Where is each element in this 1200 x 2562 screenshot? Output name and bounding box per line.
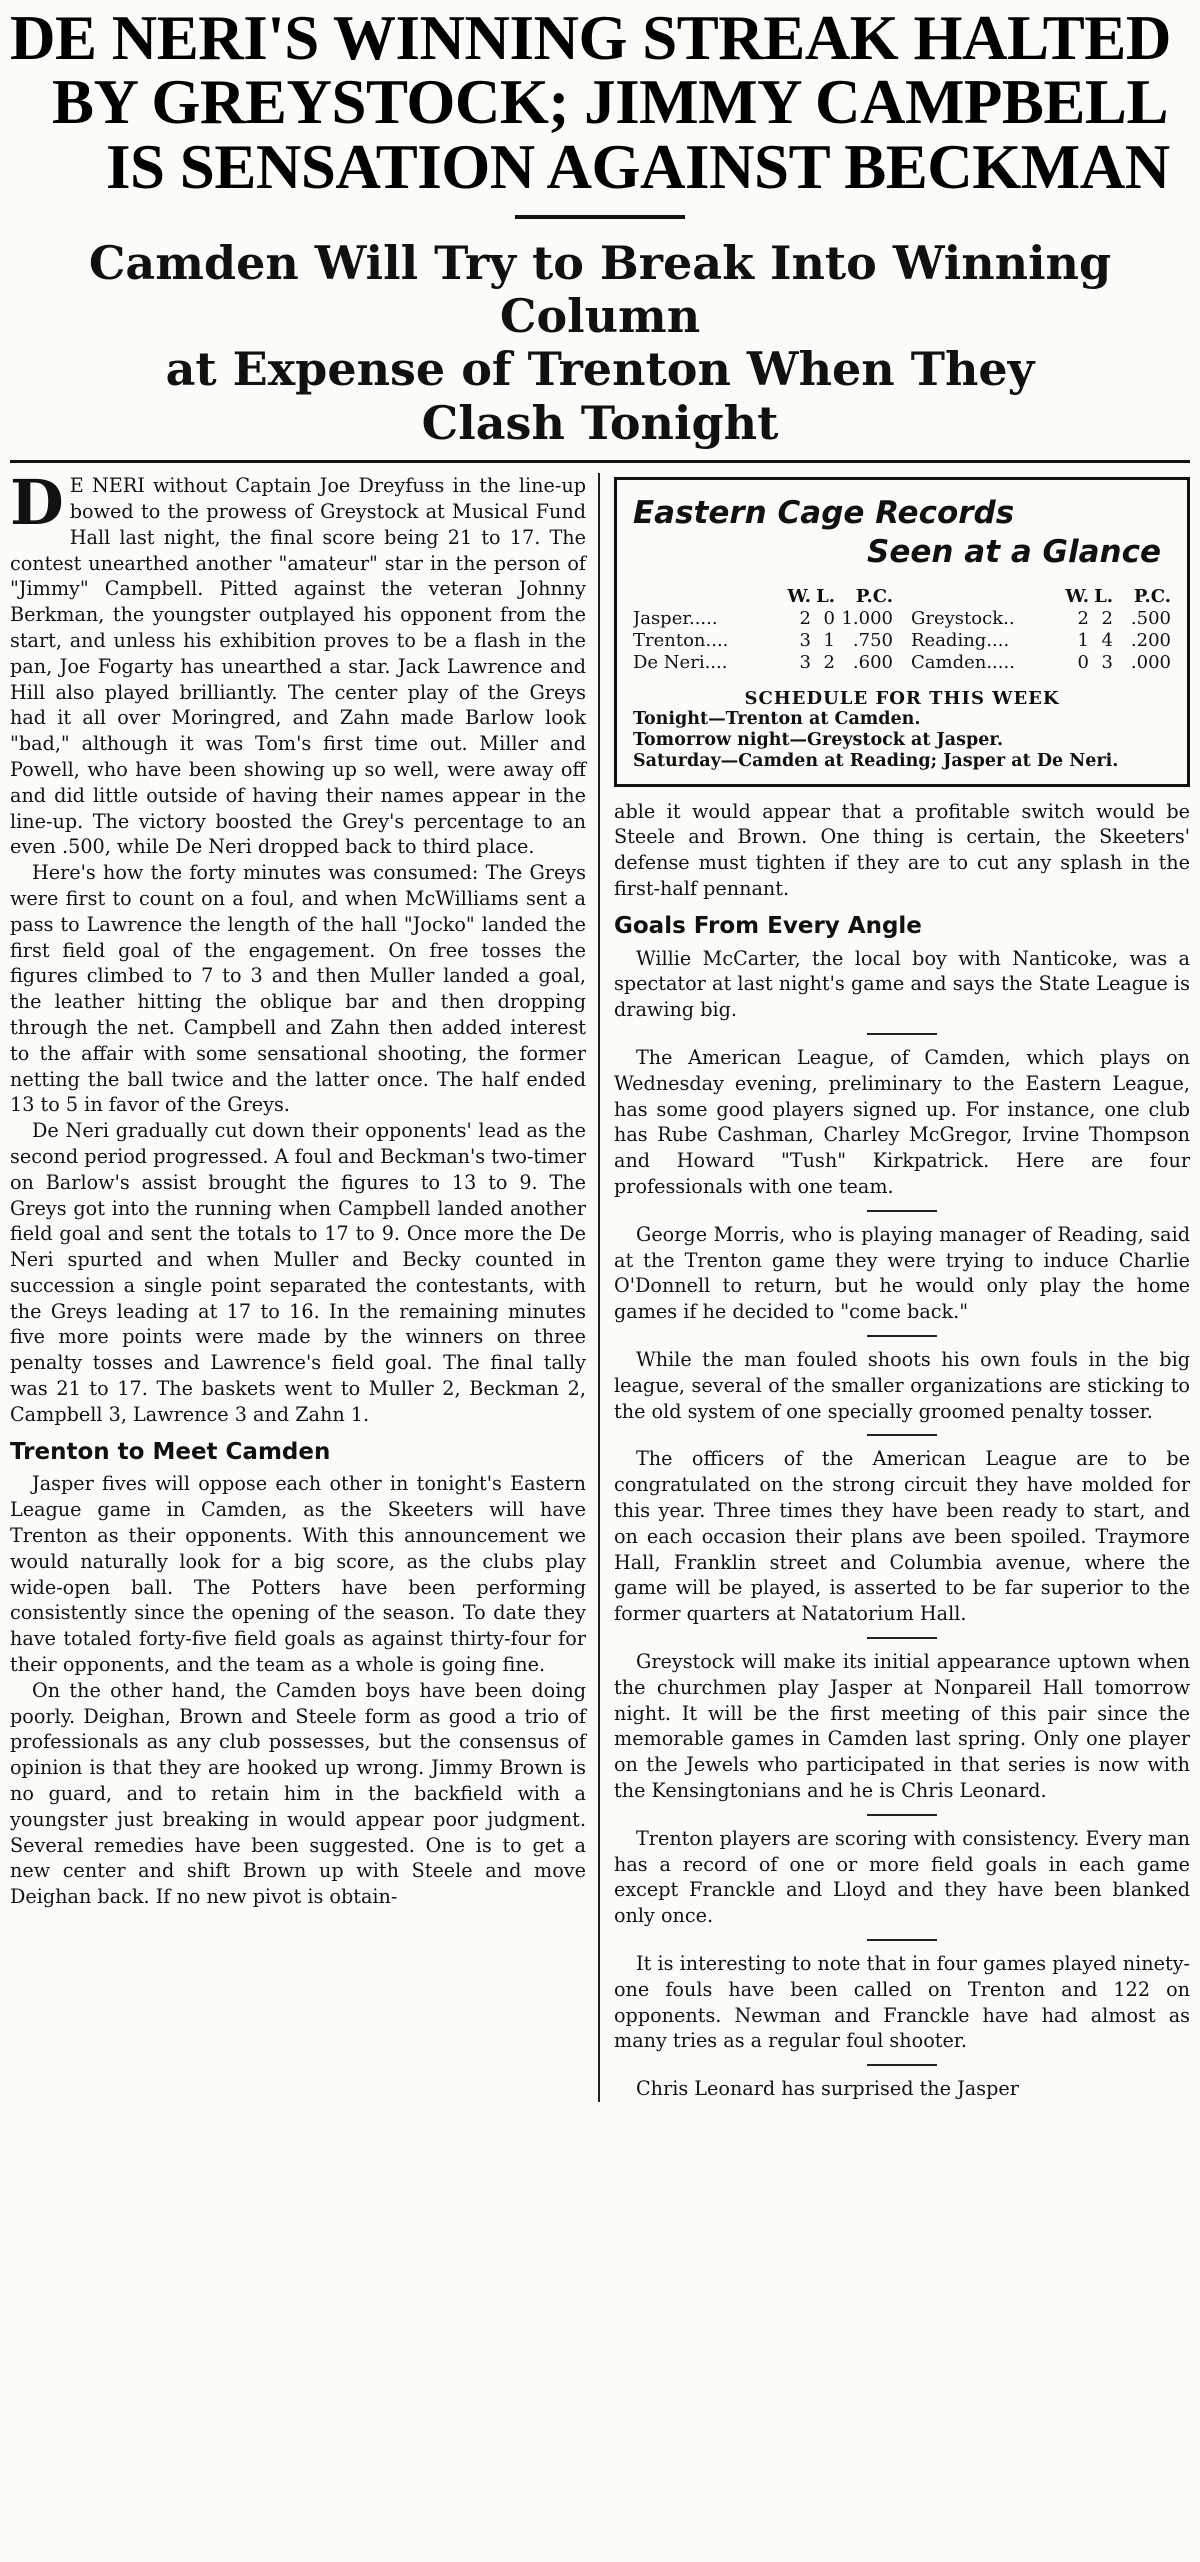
story-paragraph: De Neri gradually cut down their opponents' lead as the second period progressed. A foul and Beckman's two-timer on Barlow's assist brought the figures to 13 to 9. The Greys got into the running when Campbell landed another field goal and sent the totals to 17 to 9. Once more the De Neri spurted and when Muller and Becky counted in succession a single point separated the contestants, with the Greys leading at 17 to 16. In the remaining minutes five more points were made by the winners on three penalty tosses and Lawrence's field goal. The final tally was 21 to 17. The baskets went to Muller 2, Beckman 2, Campbell 3, Lawrence 3 and Zahn 1. <box>10 1119 586 1426</box>
team-name: Jasper..... <box>633 607 718 629</box>
main-story <box>10 466 586 1910</box>
losses: 4 <box>1101 629 1113 651</box>
headline-line-2: BY GREYSTOCK; JIMMY CAMPBELL <box>52 67 1168 138</box>
headline <box>10 3 1190 202</box>
deck-line-3: Clash Tonight <box>421 395 779 450</box>
wins: 2 <box>1077 607 1089 629</box>
standings-row <box>633 630 893 652</box>
story-paragraph-text: E NERI without Captain Joe Dreyfuss in the line-up bowed to the prowess of Greystock at Musical Fund Hall last night, the final score being 21 to 17. The contest unearthed another "amateur" star in the person of "Jimmy" Campbell. Pitted against the veteran Johnny Berkman, the youngster outplayed his opponent from the start, and unless his exhibition proves to be a flash in the pan, Joe Fogarty has unearthed a star. Jack Lawrence and Hill also played brilliantly. The center play of the Greys had it all over Moringred, and Zahn made Barlow look "bad," although it was Tom's first time out. Miller and Powell, who have been showing up so well, were away off and did little outside of having their names appear in the line-up. The victory boosted the Grey's percentage to an even .500, while De Neri dropped back to third place. <box>10 474 586 859</box>
col-w-header: W. <box>1065 585 1089 607</box>
subhead-goals: Goals From Every Angle <box>614 912 922 939</box>
drop-cap: D <box>10 466 64 540</box>
col-pc-header: P.C. <box>1133 585 1171 607</box>
standings-row <box>911 652 1171 674</box>
story-paragraph <box>10 466 586 860</box>
schedule-line: Tomorrow night—Greystock at Jasper. <box>633 729 1004 750</box>
schedule-line: Tonight—Trenton at Camden. <box>633 708 921 729</box>
item-divider <box>867 1033 937 1035</box>
percentage: .500 <box>1130 607 1171 629</box>
standings-row <box>911 630 1171 652</box>
item-divider <box>867 1210 937 1212</box>
story-paragraph: Here's how the forty minutes was consumed: The Greys were first to count on a foul, and when McWilliams sent a pass to Lawrence the length of the hall "Jocko" landed the first field goal of the engagement. On free tosses the figures climbed to 7 to 3 and then Muller landed a goal, the leather hitting the oblique bar and then dropping through the net. Campbell and Zahn then added interest to the affair with some sensational shooting, the former netting the ball twice and the latter once. The half ended 13 to 5 in favor of the Greys. <box>10 861 586 1117</box>
standings-row <box>911 608 1171 630</box>
deck-line-1: Camden Will Try to Break Into Winning Column <box>88 235 1112 344</box>
wins: 2 <box>799 607 811 629</box>
note-item: The American League, of Camden, which plays on Wednesday evening, preliminary to the Eastern League, has some good players signed up. For instance, one club has Rube Cashman, Charley McGregor, Irvine Thompson and Howard "Tush" Kirkpatrick. Here are four professionals with one team. <box>614 1046 1190 1199</box>
wins: 3 <box>799 651 811 673</box>
deck <box>10 237 1190 450</box>
note-item: Trenton players are scoring with consistency. Every man has a record of one or more field goals in each game except Franckle and Lloyd and they have been blanked only once. <box>614 1826 1190 1928</box>
item-divider <box>867 1814 937 1816</box>
note-item: Greystock will make its initial appearance uptown when the churchmen play Jasper at Nonpareil Hall tomorrow night. It will be the first meeting of this pair since the memorable games in Camden last spring. Only one player on the Jewels who participated in that series is now with the Kensingtonians and he is Chris Leonard. <box>614 1650 1190 1802</box>
wins: 1 <box>1077 629 1089 651</box>
note-item: Chris Leonard has surprised the Jasper <box>636 2077 1019 2101</box>
item-divider <box>867 1434 937 1436</box>
continued-paragraph: able it would appear that a profitable switch would be Steele and Brown. One thing is certain, the Skeeters' defense must tighten if they are to cut any splash in the first-half pennant. <box>614 799 1190 901</box>
losses: 0 <box>823 607 835 629</box>
percentage: .000 <box>1130 651 1171 673</box>
left-column <box>10 466 600 2102</box>
team-name: Greystock.. <box>911 607 1015 629</box>
percentage: .200 <box>1130 629 1171 651</box>
item-divider <box>867 1939 937 1941</box>
losses: 3 <box>1101 651 1113 673</box>
schedule-line: Saturday—Camden at Reading; Jasper at De Neri. <box>633 750 1119 771</box>
item-divider <box>867 2064 937 2066</box>
wins: 0 <box>1077 651 1089 673</box>
col-l-header: L. <box>816 585 835 607</box>
note-item: George Morris, who is playing manager of Reading, said at the Trenton game they were trying to induce Charlie O'Donnell to return, but he would only play the home games if he decided to "come back." <box>614 1222 1190 1324</box>
subhead-trenton-camden: Trenton to Meet Camden <box>10 1438 331 1465</box>
col-pc-header: P.C. <box>855 585 893 607</box>
percentage: .750 <box>852 629 893 651</box>
story-paragraph: On the other hand, the Camden boys have been doing poorly. Deighan, Brown and Steele form as good a trio of professionals as any club possesses, but the consensus of opinion is that they are hooked up wrong. Jimmy Brown is no guard, and to retain him in the backfield with a youngster just breaking in would appear poor judgment. Several remedies have been suggested. One is to get a new center and shift Brown up with Steele and move Deighan back. If no new pivot is obtain- <box>10 1678 586 1909</box>
standings-right <box>911 586 1171 674</box>
headline-line-3: IS SENSATION AGAINST BECKMAN <box>106 131 1170 202</box>
right-column <box>614 473 1190 2102</box>
percentage: 1.000 <box>841 607 893 629</box>
standings-left <box>633 586 893 674</box>
box-title-2: Seen at a Glance <box>867 533 1161 570</box>
standings-header <box>633 586 893 608</box>
schedule-title: SCHEDULE FOR THIS WEEK <box>744 687 1060 709</box>
headline-line-1: DE NERI'S WINNING STREAK HALTED <box>10 3 1171 73</box>
headline-divider <box>515 215 685 219</box>
col-l-header: L. <box>1094 585 1113 607</box>
note-item: While the man fouled shoots his own fouls in the big league, several of the smaller organizations are sticking to the old system of one specially groomed penalty tosser. <box>614 1348 1190 1423</box>
note-item: The officers of the American League are to be congratulated on the strong circuit they have molded for this year. Three times they have been ready to start, and on each occasion their plans ave been spoiled. Traymore Hall, Franklin street and Columbia avenue, where the game will be played, is asserted to be far superior to the former quarters at Natatorium Hall. <box>614 1447 1190 1626</box>
story-paragraph: Jasper fives will oppose each other in tonight's Eastern League game in Camden, as the Skeeters will have Trenton as their opponents. With this announcement we would naturally look for a big score, as the clubs play wide-open ball. The Potters have been performing consistently since the opening of the season. To date they have totaled forty-five field goals as against thirty-four for their opponents, and the team as a whole is going fine. <box>10 1472 586 1677</box>
item-divider <box>867 1637 937 1639</box>
standings-row <box>633 652 893 674</box>
losses: 2 <box>823 651 835 673</box>
team-name: Camden..... <box>911 651 1015 673</box>
team-name: Reading.... <box>911 629 1010 651</box>
deck-line-2: at Expense of Trenton When They <box>165 342 1035 397</box>
standings-header <box>911 586 1171 608</box>
standings-box <box>614 477 1190 787</box>
losses: 1 <box>823 629 835 651</box>
item-divider <box>867 1335 937 1337</box>
percentage: .600 <box>852 651 893 673</box>
right-story <box>614 799 1190 2102</box>
losses: 2 <box>1101 607 1113 629</box>
note-item: It is interesting to note that in four games played ninety-one fouls have been called on Trenton and 122 on opponents. Newman and Franckle have had almost as many tries as a regular foul shooter. <box>614 1951 1190 2053</box>
note-item: Willie McCarter, the local boy with Nanticoke, was a spectator at last night's game and says the State League is drawing big. <box>614 946 1190 1022</box>
team-name: De Neri.... <box>633 651 728 673</box>
col-w-header: W. <box>787 585 811 607</box>
wins: 3 <box>799 629 811 651</box>
standings-table <box>633 586 1171 674</box>
article-columns <box>10 466 1190 2102</box>
standings-row <box>633 608 893 630</box>
deck-divider <box>10 460 1190 463</box>
team-name: Trenton.... <box>633 629 729 651</box>
box-title-1: Eastern Cage Records <box>633 495 1015 532</box>
